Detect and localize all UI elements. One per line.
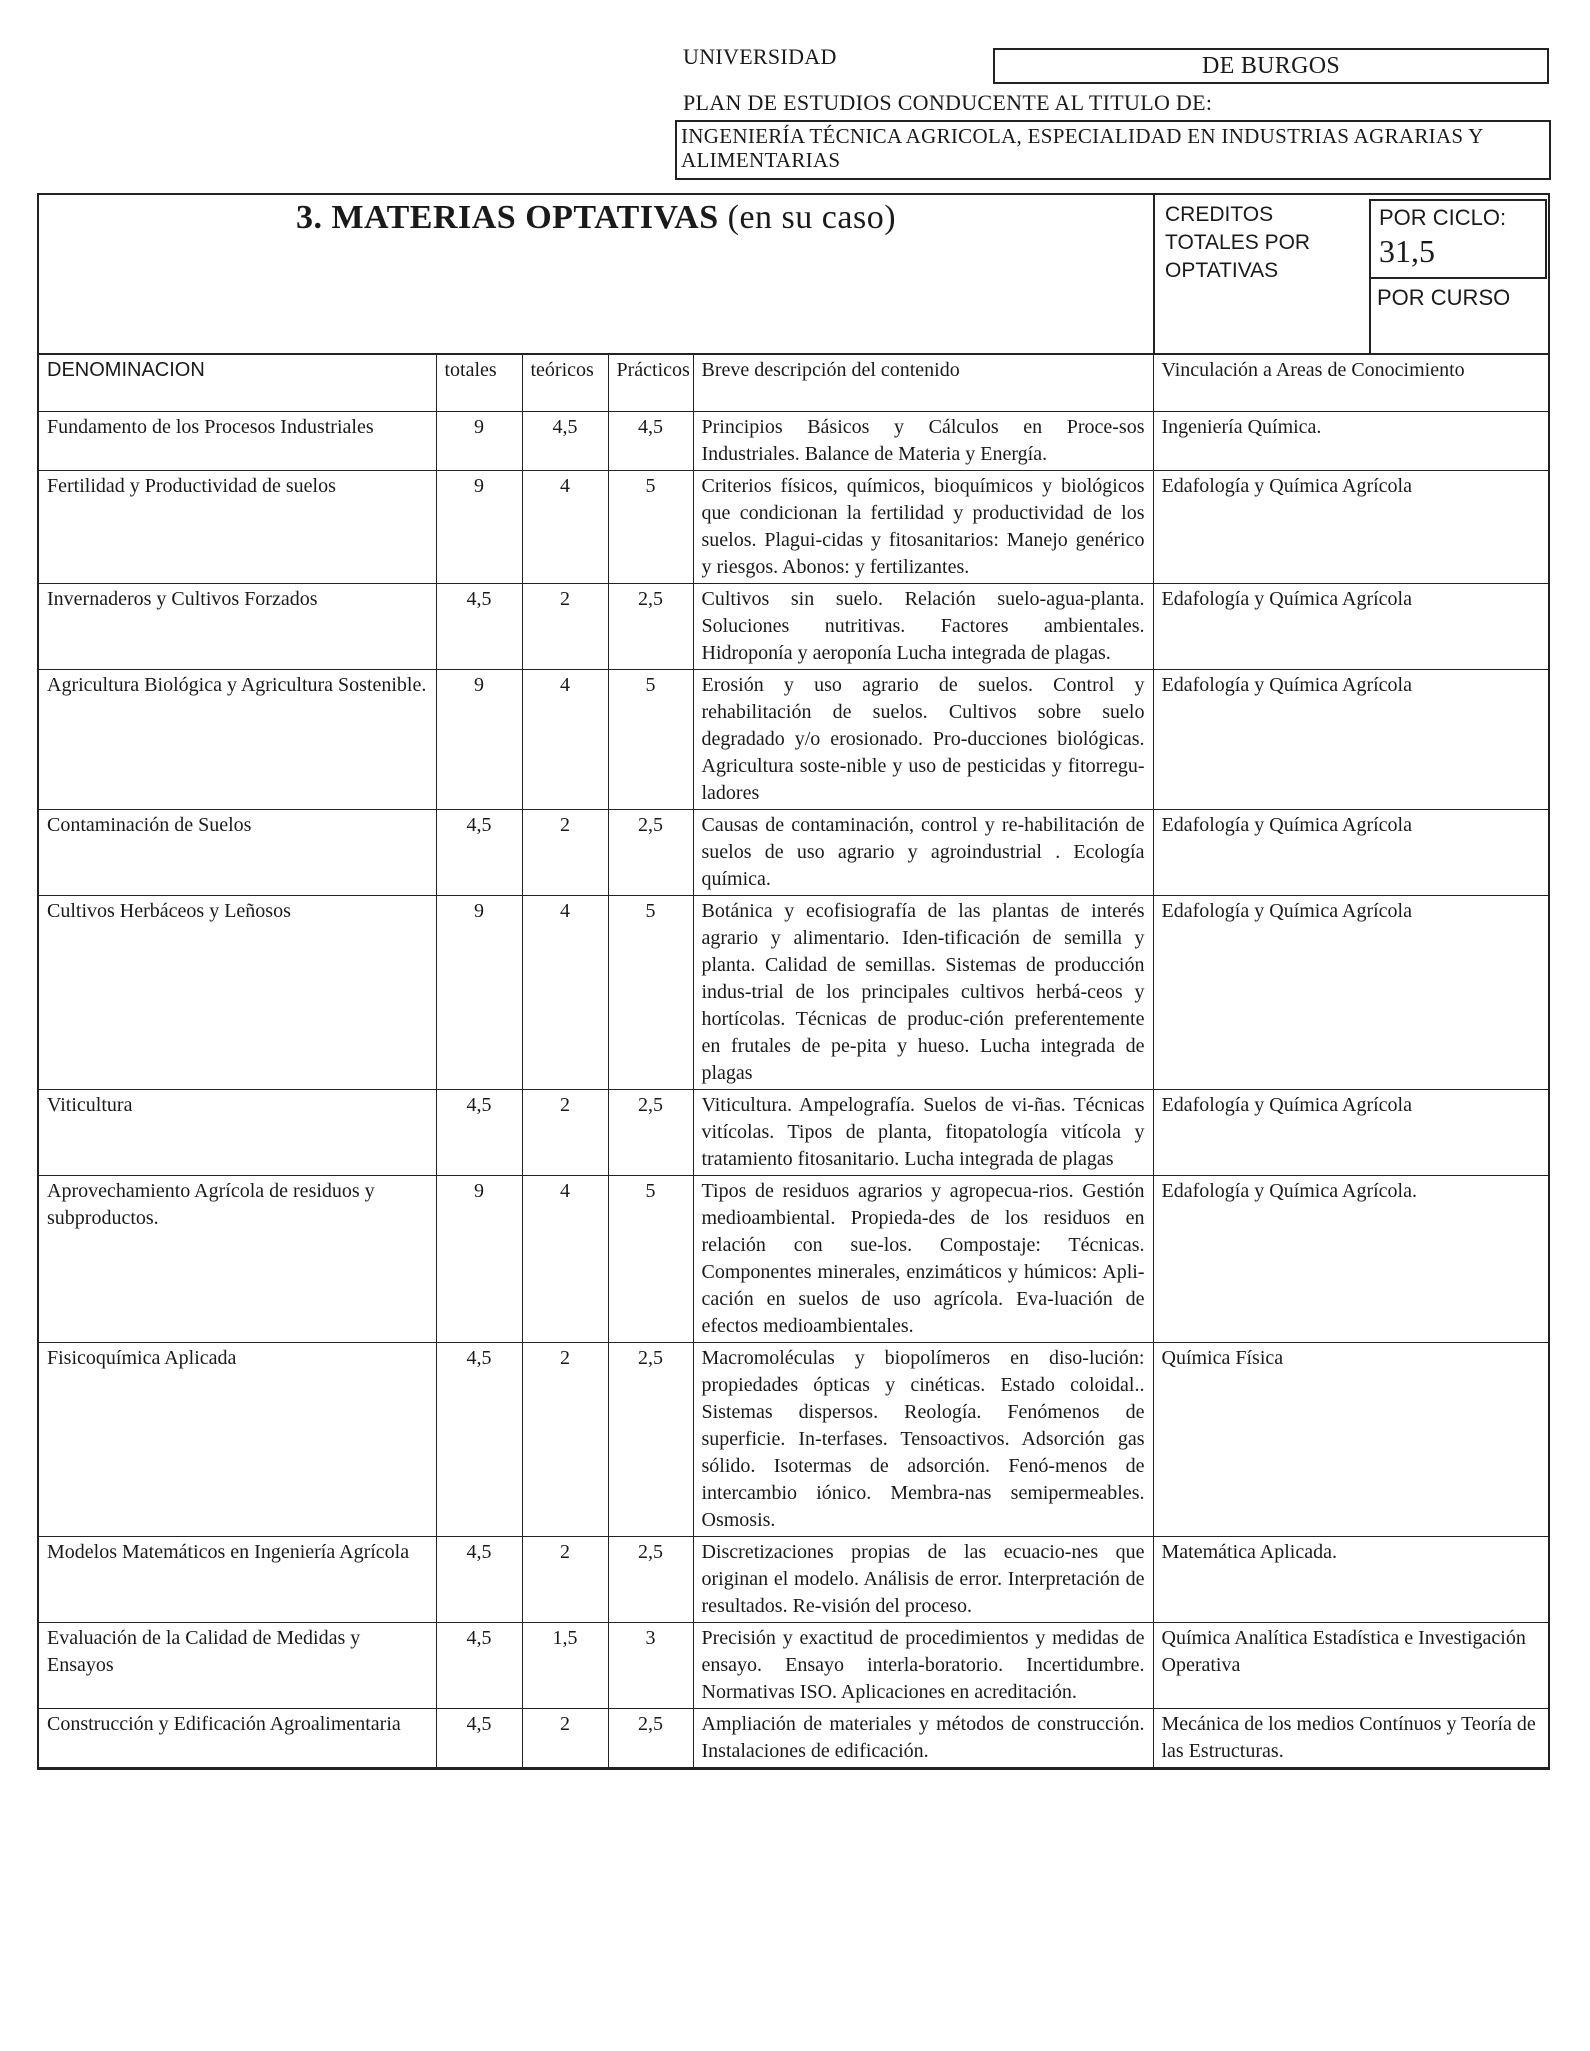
cell-descripcion: Tipos de residuos agrarios y agropecua-rios. Gestión medioambiental. Propieda-des de los residuos en relación con sue-los. Compostaje: Técnicas. Componentes minerales, enzimáticos y húmicos: Apli-cación en suelos de uso agrícola. Eva-luación de efectos medioambientales. (693, 1176, 1153, 1343)
cell-totales: 4,5 (436, 1343, 522, 1537)
cell-descripcion: Principios Básicos y Cálculos en Proce-sos Industriales. Balance de Materia y Energía. (693, 412, 1153, 471)
cell-descripcion: Precisión y exactitud de procedimientos y medidas de ensayo. Ensayo interla-boratorio. Incertidumbre. Normativas ISO. Aplicaciones en acreditación. (693, 1623, 1153, 1709)
cell-denominacion: Agricultura Biológica y Agricultura Sostenible. (39, 670, 436, 810)
col-header-denominacion: DENOMINACION (39, 355, 436, 412)
col-header-totales: totales (436, 355, 522, 412)
plan-label: PLAN DE ESTUDIOS CONDUCENTE AL TITULO DE: (683, 90, 1213, 115)
cell-vinculacion: Química Analítica Estadística e Investigación Operativa (1153, 1623, 1550, 1709)
table-row (39, 1090, 1550, 1176)
cell-practicos: 5 (608, 471, 693, 584)
cell-vinculacion: Edafología y Química Agrícola. (1153, 1176, 1550, 1343)
cell-denominacion: Cultivos Herbáceos y Leñosos (39, 896, 436, 1090)
cell-practicos: 2,5 (608, 810, 693, 896)
cell-practicos: 5 (608, 670, 693, 810)
cell-denominacion: Contaminación de Suelos (39, 810, 436, 896)
cell-totales: 4,5 (436, 1709, 522, 1768)
cell-descripcion: Cultivos sin suelo. Relación suelo-agua-planta. Soluciones nutritivas. Factores ambientales. Hidroponía y aeroponía Lucha integrada de plagas. (693, 584, 1153, 670)
section-title-suffix: (en su caso) (727, 199, 897, 236)
cell-descripcion: Macromoléculas y biopolímeros en diso-lución: propiedades ópticas y cinéticas. Estado coloidal.. Sistemas dispersos. Reología. Fenómenos de superficie. In-terfases. Tensoactivos. Adsorción gas sólido. Isotermas de adsorción. Fenó-menos de intercambio iónico. Membra-nas semipermeables. Osmosis. (693, 1343, 1153, 1537)
cell-descripcion: Causas de contaminación, control y re-habilitación de suelos de uso agrario y agroindustrial . Ecología química. (693, 810, 1153, 896)
table-header-row (39, 355, 1550, 412)
por-ciclo-box (1369, 199, 1547, 279)
table-row (39, 1343, 1550, 1537)
cell-teoricos: 2 (522, 1709, 608, 1768)
section-title (39, 199, 1153, 237)
cell-descripcion: Discretizaciones propias de las ecuacio-nes que originan el modelo. Análisis de error. Interpretación de resultados. Re-visión del proceso. (693, 1537, 1153, 1623)
cell-vinculacion: Química Física (1153, 1343, 1550, 1537)
cell-practicos: 2,5 (608, 1090, 693, 1176)
universidad-value: DE BURGOS (993, 48, 1549, 84)
table-row (39, 584, 1550, 670)
table-row (39, 1176, 1550, 1343)
cell-totales: 4,5 (436, 1623, 522, 1709)
col-header-vinculacion: Vinculación a Areas de Conocimiento (1153, 355, 1550, 412)
table-row (39, 670, 1550, 810)
cell-descripcion: Criterios físicos, químicos, bioquímicos y biológicos que condicionan la fertilidad y productividad de los suelos. Plagui-cidas y fitosanitarios: Manejo genérico y riesgos. Abonos: y fertilizantes. (693, 471, 1153, 584)
cell-denominacion: Construcción y Edificación Agroalimentaria (39, 1709, 436, 1768)
universidad-label: UNIVERSIDAD (683, 44, 837, 69)
cell-descripcion: Ampliación de materiales y métodos de construcción. Instalaciones de edificación. (693, 1709, 1153, 1768)
cell-totales: 9 (436, 896, 522, 1090)
cell-teoricos: 1,5 (522, 1623, 608, 1709)
col-header-teoricos: teóricos (522, 355, 608, 412)
cell-teoricos: 4 (522, 471, 608, 584)
cell-denominacion: Fisicoquímica Aplicada (39, 1343, 436, 1537)
cell-vinculacion: Matemática Aplicada. (1153, 1537, 1550, 1623)
cell-vinculacion: Edafología y Química Agrícola (1153, 471, 1550, 584)
cell-practicos: 5 (608, 896, 693, 1090)
table-row (39, 810, 1550, 896)
cell-practicos: 3 (608, 1623, 693, 1709)
creditos-label: CREDITOS TOTALES POR OPTATIVAS (1165, 203, 1311, 282)
cell-teoricos: 2 (522, 1343, 608, 1537)
cell-denominacion: Modelos Matemáticos en Ingeniería Agrícola (39, 1537, 436, 1623)
cell-totales: 4,5 (436, 584, 522, 670)
cell-denominacion: Viticultura (39, 1090, 436, 1176)
cell-teoricos: 2 (522, 1090, 608, 1176)
section-title-main: 3. MATERIAS OPTATIVAS (295, 199, 719, 236)
table-row (39, 1709, 1550, 1768)
cell-totales: 9 (436, 412, 522, 471)
cell-vinculacion: Edafología y Química Agrícola (1153, 1090, 1550, 1176)
cell-vinculacion: Edafología y Química Agrícola (1153, 896, 1550, 1090)
por-ciclo-value: 31,5 (1379, 233, 1435, 269)
cell-totales: 4,5 (436, 1090, 522, 1176)
cell-denominacion: Fertilidad y Productividad de suelos (39, 471, 436, 584)
table-row (39, 1623, 1550, 1709)
cell-practicos: 2,5 (608, 584, 693, 670)
col-header-descripcion: Breve descripción del contenido (693, 355, 1153, 412)
titulo-box: INGENIERÍA TÉCNICA AGRICOLA, ESPECIALIDAD EN INDUSTRIAS AGRARIAS Y ALIMENTARIAS (675, 120, 1551, 180)
table-body (39, 412, 1550, 1768)
cell-vinculacion: Mecánica de los medios Contínuos y Teoría de las Estructuras. (1153, 1709, 1550, 1768)
cell-teoricos: 2 (522, 1537, 608, 1623)
cell-totales: 9 (436, 670, 522, 810)
cell-vinculacion: Ingeniería Química. (1153, 412, 1550, 471)
cell-denominacion: Invernaderos y Cultivos Forzados (39, 584, 436, 670)
cell-vinculacion: Edafología y Química Agrícola (1153, 584, 1550, 670)
cell-teoricos: 4 (522, 896, 608, 1090)
cell-practicos: 5 (608, 1176, 693, 1343)
cell-descripcion: Erosión y uso agrario de suelos. Control y rehabilitación de suelos. Cultivos sobre suelo degradado y/o erosionado. Pro-ducciones biológicas. Agricultura soste-nible y uso de pesticidas y fitorregu-ladores (693, 670, 1153, 810)
cell-teoricos: 4 (522, 1176, 608, 1343)
cell-denominacion: Fundamento de los Procesos Industriales (39, 412, 436, 471)
table-row (39, 1537, 1550, 1623)
materias-optativas-table (37, 193, 1550, 1770)
cell-practicos: 2,5 (608, 1709, 693, 1768)
cell-teoricos: 2 (522, 584, 608, 670)
por-curso-label: POR CURSO (1377, 285, 1511, 310)
cell-denominacion: Evaluación de la Calidad de Medidas y Ensayos (39, 1623, 436, 1709)
cell-teoricos: 4,5 (522, 412, 608, 471)
cell-teoricos: 4 (522, 670, 608, 810)
table-row (39, 412, 1550, 471)
por-ciclo-label: POR CICLO: (1379, 205, 1507, 230)
table-row (39, 471, 1550, 584)
materias-table (39, 355, 1550, 1768)
creditos-box (1153, 195, 1553, 353)
ciclo-divider (1369, 279, 1371, 353)
cell-descripcion: Botánica y ecofisiografía de las plantas de interés agrario y alimentario. Iden-tificación de semilla y planta. Calidad de semillas. Sistemas de producción indus-trial de los principales cultivos herbá-ceos y hortícolas. Técnicas de produc-ción preferentemente en frutales de pe-pita y hueso. Lucha integrada de plagas (693, 896, 1153, 1090)
cell-totales: 4,5 (436, 1537, 522, 1623)
cell-vinculacion: Edafología y Química Agrícola (1153, 670, 1550, 810)
cell-denominacion: Aprovechamiento Agrícola de residuos y subproductos. (39, 1176, 436, 1343)
cell-practicos: 2,5 (608, 1537, 693, 1623)
cell-practicos: 4,5 (608, 412, 693, 471)
cell-vinculacion: Edafología y Química Agrícola (1153, 810, 1550, 896)
cell-descripcion: Viticultura. Ampelografía. Suelos de vi-ñas. Técnicas vitícolas. Tipos de planta, fitopatología vitícola y tratamiento fitosanitario. Lucha integrada de plagas (693, 1090, 1153, 1176)
cell-totales: 4,5 (436, 810, 522, 896)
section-title-row (39, 195, 1548, 355)
table-row (39, 896, 1550, 1090)
cell-totales: 9 (436, 471, 522, 584)
cell-totales: 9 (436, 1176, 522, 1343)
cell-practicos: 2,5 (608, 1343, 693, 1537)
col-header-practicos: Prácticos (608, 355, 693, 412)
cell-teoricos: 2 (522, 810, 608, 896)
